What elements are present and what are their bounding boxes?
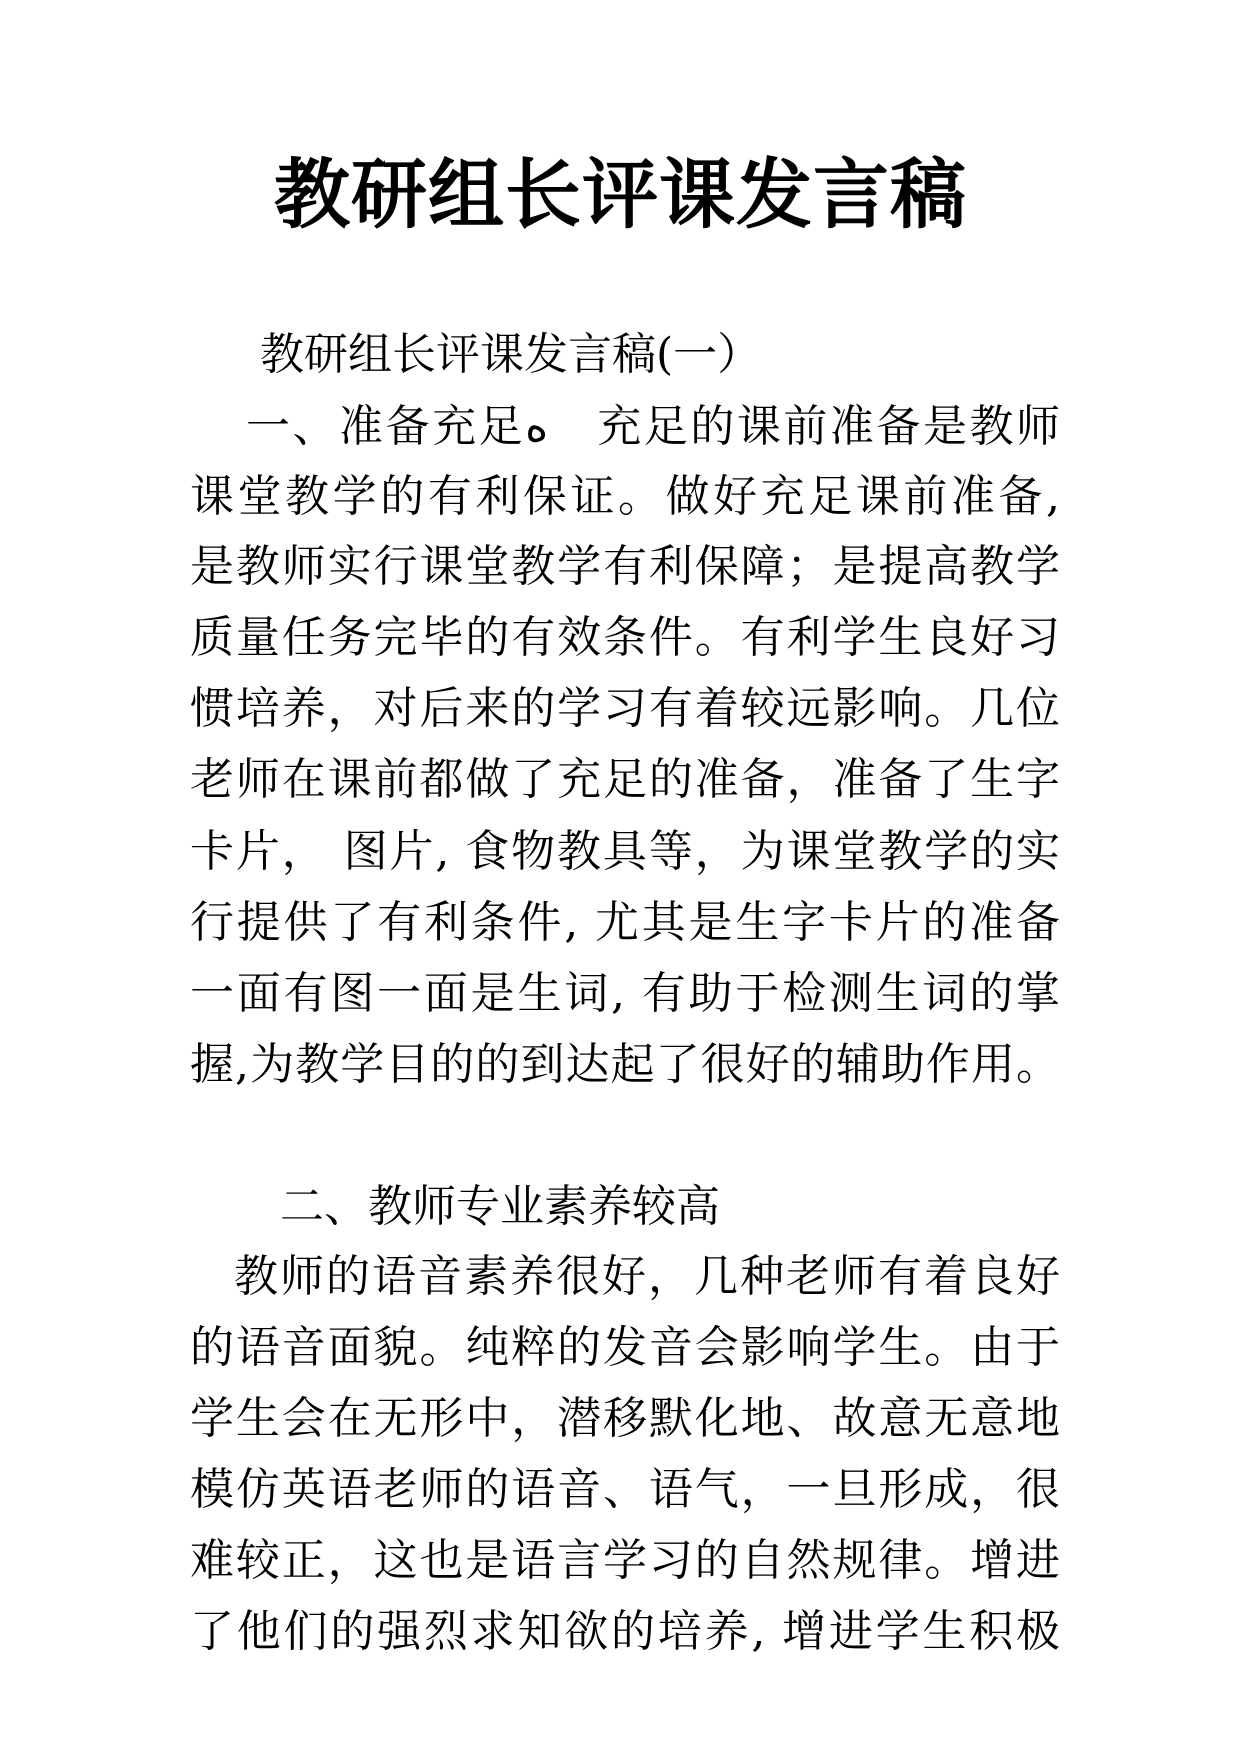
paragraph-line: 教师的语音素养很好，几种老师有着良好 xyxy=(234,1251,1060,1302)
paragraph-line: 惯培养，对后来的学习有着较远影响。几位 xyxy=(190,683,1060,734)
paragraph-line: 一面有图一面是生词, 有助于检测生词的掌 xyxy=(190,968,1060,1019)
paragraph-line: 学生会在无形中，潜移默化地、故意无意地 xyxy=(190,1393,1060,1444)
paragraph-line: 行提供了有利条件, 尤其是生字卡片的准备 xyxy=(190,897,1060,948)
paragraph-line: 是教师实行课堂教学有利保障；是提高教学 xyxy=(190,541,1060,592)
paragraph-line: 课堂教学的有利保证。做好充足课前准备, xyxy=(190,471,1060,522)
section-heading: 教研组长评课发言稿(一） xyxy=(260,329,762,380)
paragraph-line: 握,为教学目的的到达起了很好的辅助作用。 xyxy=(190,1039,1060,1090)
paragraph-line: 的语音面貌。纯粹的发音会影响学生。由于 xyxy=(190,1322,1060,1373)
paragraph-line: 卡片， 图片, 食物教具等，为课堂教学的实 xyxy=(190,826,1060,877)
section-heading: 二、教师专业素养较高 xyxy=(280,1181,720,1232)
paragraph-line: 模仿英语老师的语音、语气，一旦形成，很 xyxy=(190,1464,1060,1515)
document-title: 教研组长评课发言稿 xyxy=(274,150,967,239)
paragraph-line: 难较正，这也是语言学习的自然规律。增进 xyxy=(190,1535,1060,1586)
paragraph-line: 一、准备充足ﻩ 充足的课前准备是教师 xyxy=(246,401,1061,452)
paragraph-line: 了他们的强烈求知欲的培养, 增进学生积极 xyxy=(190,1606,1060,1657)
paragraph-line: 质量任务完毕的有效条件。有利学生良好习 xyxy=(190,612,1060,663)
paragraph-line: 老师在课前都做了充足的准备，准备了生字 xyxy=(190,754,1060,805)
